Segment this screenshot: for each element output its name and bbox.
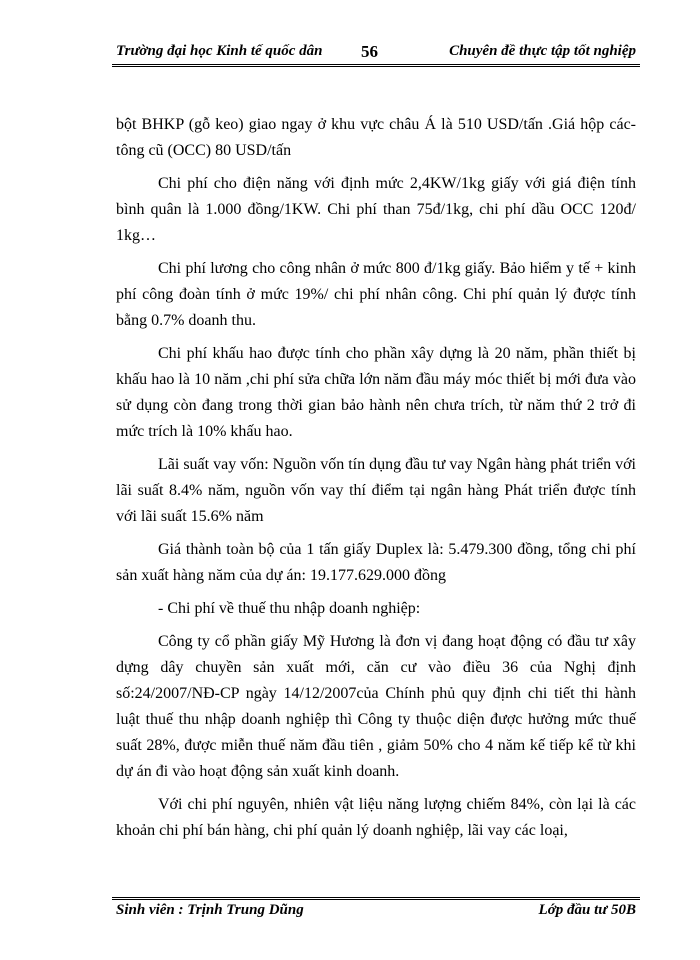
body-text	[116, 112, 636, 844]
header-report-title: Chuyên đề thực tập tốt nghiệp	[449, 43, 636, 59]
paragraph: Chi phí lương cho công nhân ở mức 800 đ/1kg giấy. Bảo hiểm y tế + kinh phí công đoàn tính ở mức 19%/ chi phí nhân công. Chi phí quản lý được tính bằng 0.7% doanh thu.	[116, 260, 636, 329]
page-footer	[116, 902, 636, 924]
footer-student: Sinh viên : Trịnh Trung Dũng	[116, 902, 304, 918]
footer-divider	[112, 897, 640, 900]
page-header	[116, 40, 636, 64]
paragraph: Chi phí cho điện năng với định mức 2,4KW/1kg giấy với giá điện tính bình quân là 1.000 đồng/1KW. Chi phí than 75đ/1kg, chi phí dầu OCC 120đ/ 1kg…	[116, 175, 636, 244]
header-university: Trường đại học Kinh tế quốc dân	[116, 43, 323, 59]
footer-class: Lớp đầu tư 50B	[538, 902, 636, 918]
paragraph: bột BHKP (gỗ keo) giao ngay ở khu vực châu Á là 510 USD/tấn .Giá hộp các-tông cũ (OCC) 80 USD/tấn	[116, 116, 636, 159]
page-number: 56	[361, 42, 378, 61]
header-divider	[112, 64, 640, 67]
paragraph: Chi phí khấu hao được tính cho phần xây dựng là 20 năm, phần thiết bị khấu hao là 10 năm ,chi phí sửa chữa lớn năm đầu máy móc thiết bị mới đưa vào sử dụng còn đang trong thời gian bảo hành nên chưa trích, từ năm thứ 2 trở đi mức trích là 10% khấu hao.	[116, 345, 636, 440]
paragraph: Giá thành toàn bộ của 1 tấn giấy Duplex là: 5.479.300 đồng, tổng chi phí sản xuất hàng năm của dự án: 19.177.629.000 đồng	[116, 541, 636, 584]
paragraph: Với chi phí nguyên, nhiên vật liệu năng lượng chiếm 84%, còn lại là các khoản chi phí bán hàng, chi phí quản lý doanh nghiệp, lãi vay các loại,	[116, 796, 636, 839]
paragraph-heading: - Chi phí về thuế thu nhập doanh nghiệp:	[158, 600, 421, 617]
paragraph: Công ty cổ phần giấy Mỹ Hương là đơn vị đang hoạt động có đầu tư xây dựng dây chuyền sản xuất mới, căn cư vào điều 36 của Nghị định số:24/2007/NĐ-CP ngày 14/12/2007của Chính phủ quy định chi tiết thi hành luật thuế thu nhập doanh nghiệp thì Công ty thuộc diện được hưởng mức thuế suất 28%, được miễn thuế năm đầu tiên , giảm 50% cho 4 năm kế tiếp kể từ khi dự án đi vào hoạt động sản xuất kinh doanh.	[116, 633, 636, 780]
paragraph: Lãi suất vay vốn: Nguồn vốn tín dụng đầu tư vay Ngân hàng phát triển với lãi suất 8.4% năm, nguồn vốn vay thí điểm tại ngân hàng Phát triển được tính với lãi suất 15.6% năm	[116, 456, 636, 525]
